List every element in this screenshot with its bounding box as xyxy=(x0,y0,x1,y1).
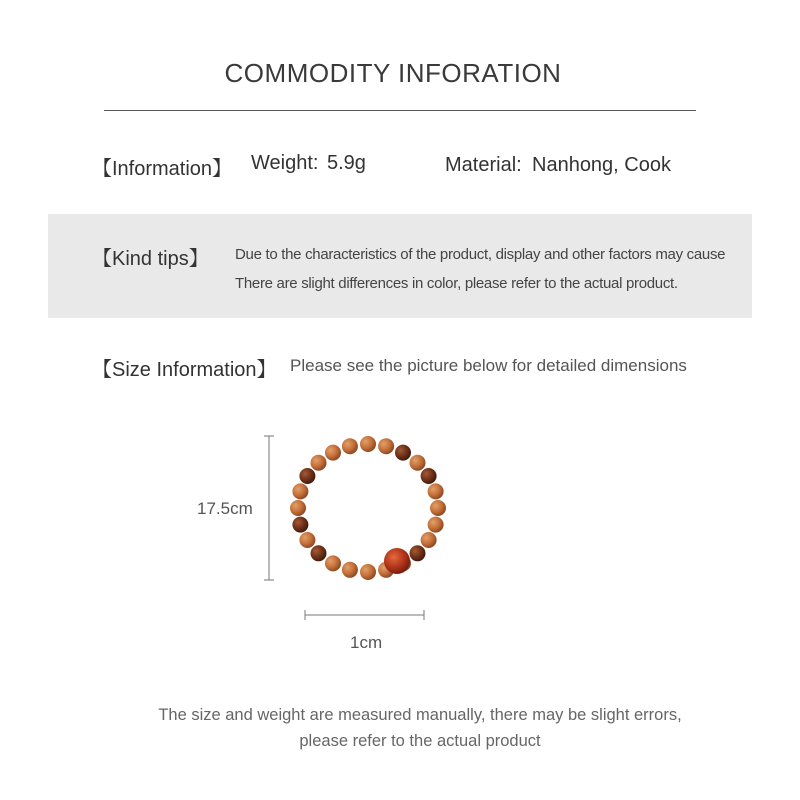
bracelet-bead xyxy=(421,532,437,548)
bracelet-bead xyxy=(299,468,315,484)
kind-tips-label: 【Kind tips】 xyxy=(92,248,209,270)
bracelet-bead xyxy=(428,483,444,499)
footer-note-line-1: The size and weight are measured manually, there may be slight errors, xyxy=(158,706,682,724)
bracelet-bead xyxy=(311,455,327,471)
kind-tips-line-1: Due to the characteristics of the product, display and other factors may cause xyxy=(235,246,726,263)
bracelet-bead xyxy=(299,532,315,548)
weight-value: 5.9g xyxy=(327,152,366,174)
page-title: COMMODITY INFORATION xyxy=(224,58,562,88)
bracelet-bead xyxy=(342,438,358,454)
bracelet-center-bead xyxy=(384,548,410,574)
bracelet-bead xyxy=(360,436,376,452)
material-value: Nanhong, Cook xyxy=(532,154,671,176)
bracelet-bead xyxy=(410,455,426,471)
weight-label: Weight: xyxy=(251,152,319,174)
bracelet-bead xyxy=(428,517,444,533)
bracelet-bead xyxy=(292,517,308,533)
bracelet-bead xyxy=(342,562,358,578)
bead-bracelet-icon xyxy=(290,436,446,580)
width-dimension-label: 1cm xyxy=(350,633,383,652)
kind-tips-line-2: There are slight differences in color, please refer to the actual product. xyxy=(235,275,678,292)
size-info-label: 【Size Information】 xyxy=(92,359,277,381)
bracelet-bead xyxy=(325,445,341,461)
information-label: 【Information】 xyxy=(92,158,233,180)
bracelet-bead xyxy=(290,500,306,516)
bracelet-bead xyxy=(410,545,426,561)
height-dimension-label: 17.5cm xyxy=(197,499,253,518)
bracelet-bead xyxy=(395,445,411,461)
bracelet-bead xyxy=(378,438,394,454)
footer-note-line-2: please refer to the actual product xyxy=(299,732,541,750)
width-dimension-line xyxy=(305,610,424,620)
bracelet-bead xyxy=(325,555,341,571)
bracelet-bead xyxy=(292,483,308,499)
bracelet-bead xyxy=(430,500,446,516)
bracelet-bead xyxy=(360,564,376,580)
bracelet-bead xyxy=(311,545,327,561)
size-info-description: Please see the picture below for detailed dimensions xyxy=(290,356,687,375)
height-dimension-line xyxy=(264,436,274,580)
material-label: Material: xyxy=(445,154,522,176)
bracelet-bead xyxy=(421,468,437,484)
